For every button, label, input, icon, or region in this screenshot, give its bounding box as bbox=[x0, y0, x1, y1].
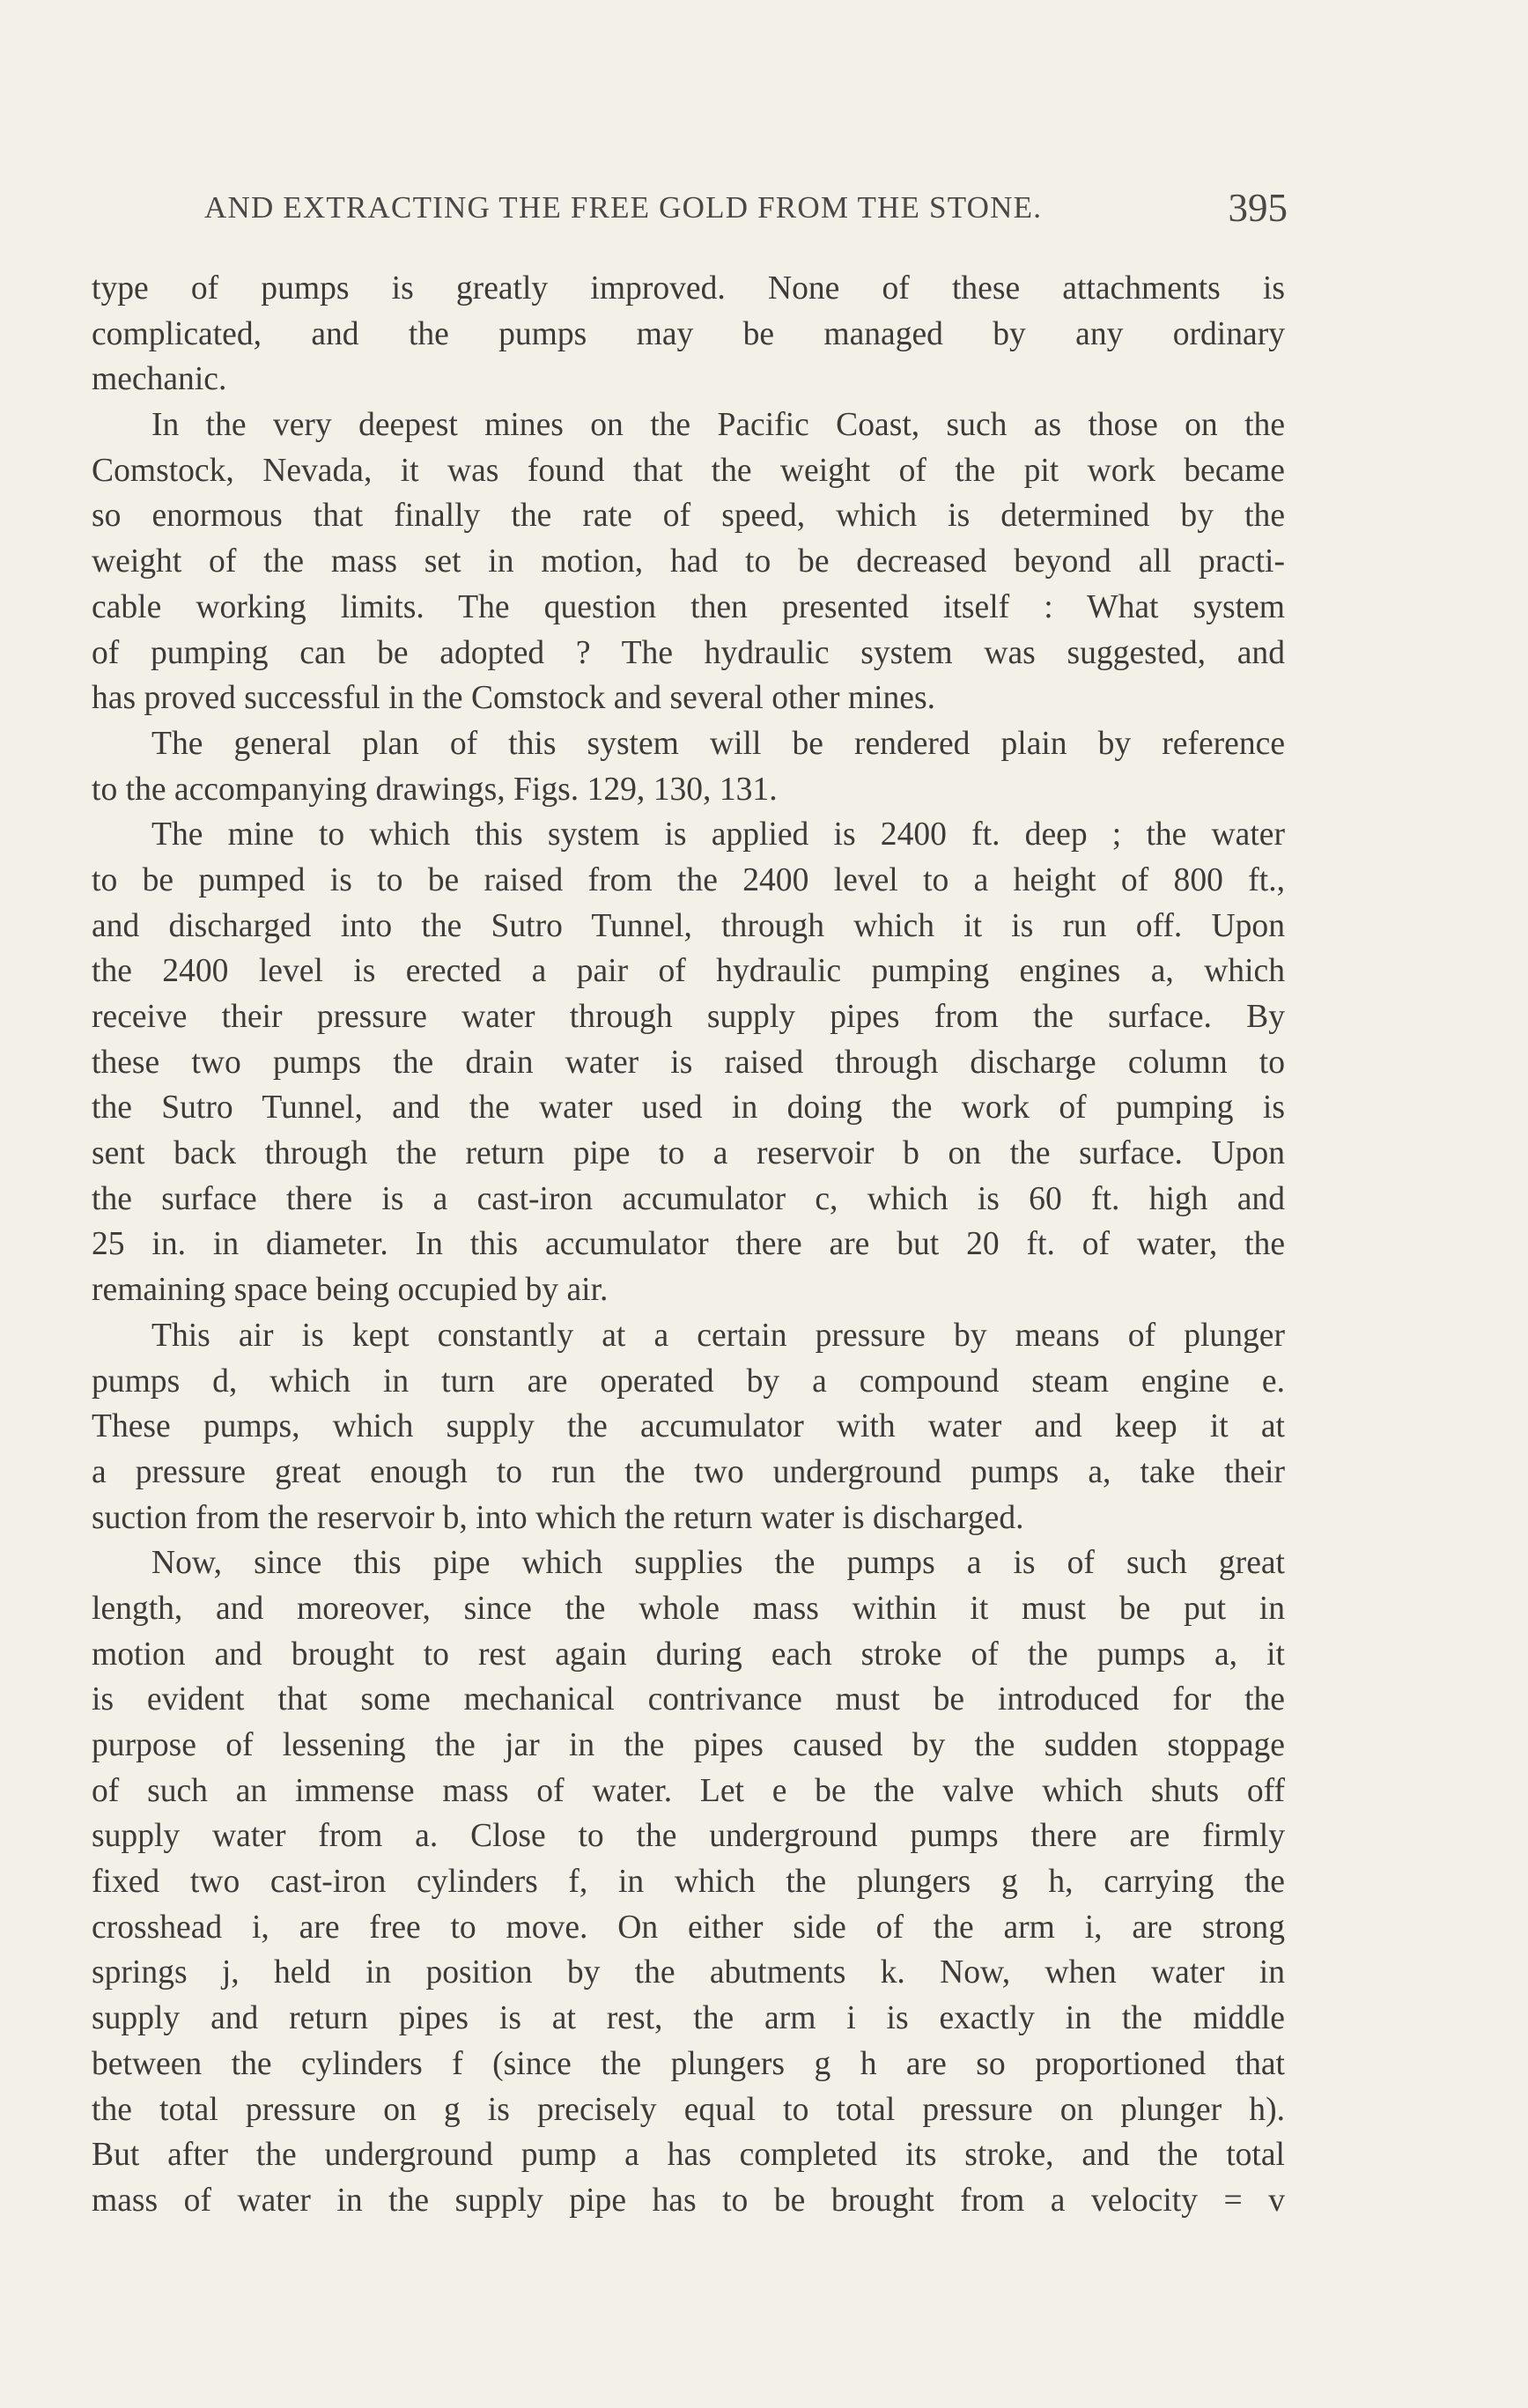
text-line: of such an immense mass of water. Let e be the valve which shuts off bbox=[92, 1772, 1285, 1809]
text-line: The mine to which this system is applied is 2400 ft. deep ; the water bbox=[151, 816, 1285, 853]
text-line: These pumps, which supply the accumulator with water and keep it at bbox=[92, 1408, 1285, 1445]
text-line: fixed two cast-iron cylinders f, in which the plungers g h, carrying the bbox=[92, 1864, 1285, 1901]
text-line: remaining space being occupied by air. bbox=[92, 1272, 609, 1309]
text-line: crosshead i, are free to move. On either side of the arm i, are strong bbox=[92, 1909, 1285, 1946]
text-line: type of pumps is greatly improved. None of these attachments is bbox=[92, 270, 1285, 307]
running-title: AND EXTRACTING THE FREE GOLD FROM THE STONE. bbox=[204, 190, 1043, 225]
text-line: pumps d, which in turn are operated by a compound steam engine e. bbox=[92, 1363, 1285, 1400]
text-line: sent back through the return pipe to a reservoir b on the surface. Upon bbox=[92, 1135, 1285, 1172]
text-line: Now, since this pipe which supplies the pumps a is of such great bbox=[151, 1545, 1285, 1582]
text-line: the 2400 level is erected a pair of hydraulic pumping engines a, which bbox=[92, 953, 1285, 990]
text-line: the Sutro Tunnel, and the water used in doing the work of pumping is bbox=[92, 1090, 1285, 1126]
text-line: springs j, held in position by the abutments k. Now, when water in bbox=[92, 1954, 1285, 1991]
text-line: This air is kept constantly at a certain pressure by means of plunger bbox=[151, 1317, 1285, 1354]
text-line: of pumping can be adopted ? The hydraulic system was suggested, and bbox=[92, 634, 1285, 671]
text-line: supply water from a. Close to the underground pumps there are firmly bbox=[92, 1818, 1285, 1855]
body-text bbox=[92, 266, 1285, 2224]
text-line: and discharged into the Sutro Tunnel, through which it is run off. Upon bbox=[92, 907, 1285, 944]
text-line: receive their pressure water through supply pipes from the surface. By bbox=[92, 999, 1285, 1035]
text-line: the total pressure on g is precisely equal to total pressure on plunger h). bbox=[92, 2091, 1285, 2128]
text-line: weight of the mass set in motion, had to be decreased beyond all practi- bbox=[92, 543, 1285, 580]
text-line: length, and moreover, since the whole mass within it must be put in bbox=[92, 1590, 1285, 1627]
page-number: 395 bbox=[1228, 186, 1288, 230]
text-line: In the very deepest mines on the Pacific Coast, such as those on the bbox=[151, 407, 1285, 444]
text-line: complicated, and the pumps may be managed by any ordinary bbox=[92, 315, 1285, 352]
text-line: Comstock, Nevada, it was found that the weight of the pit work became bbox=[92, 452, 1285, 489]
text-line: motion and brought to rest again during each stroke of the pumps a, it bbox=[92, 1636, 1285, 1673]
text-line: mechanic. bbox=[92, 361, 227, 398]
text-line: cable working limits. The question then presented itself : What system bbox=[92, 588, 1285, 625]
text-line: is evident that some mechanical contrivance must be introduced for the bbox=[92, 1681, 1285, 1718]
text-line: these two pumps the drain water is raised through discharge column to bbox=[92, 1044, 1285, 1081]
text-line: But after the underground pump a has completed its stroke, and the total bbox=[92, 2137, 1285, 2174]
text-line: mass of water in the supply pipe has to be brought from a velocity = v bbox=[92, 2182, 1285, 2219]
text-line: the surface there is a cast-iron accumulator c, which is 60 ft. high and bbox=[92, 1180, 1285, 1217]
text-line: a pressure great enough to run the two underground pumps a, take their bbox=[92, 1453, 1285, 1490]
text-line: so enormous that finally the rate of speed, which is determined by the bbox=[92, 498, 1285, 535]
text-line: between the cylinders f (since the plungers g h are so proportioned that bbox=[92, 2045, 1285, 2082]
text-line: 25 in. in diameter. In this accumulator there are but 20 ft. of water, the bbox=[92, 1226, 1285, 1263]
text-line: to be pumped is to be raised from the 2400 level to a height of 800 ft., bbox=[92, 861, 1285, 898]
text-line: The general plan of this system will be rendered plain by reference bbox=[151, 725, 1285, 762]
text-line: purpose of lessening the jar in the pipes caused by the sudden stoppage bbox=[92, 1727, 1285, 1763]
text-line: supply and return pipes is at rest, the arm i is exactly in the middle bbox=[92, 2000, 1285, 2037]
running-head bbox=[204, 185, 1288, 238]
text-line: suction from the reservoir b, into which the return water is discharged. bbox=[92, 1499, 1024, 1536]
text-line: to the accompanying drawings, Figs. 129, 130, 131. bbox=[92, 771, 778, 808]
text-line: has proved successful in the Comstock and several other mines. bbox=[92, 680, 936, 717]
